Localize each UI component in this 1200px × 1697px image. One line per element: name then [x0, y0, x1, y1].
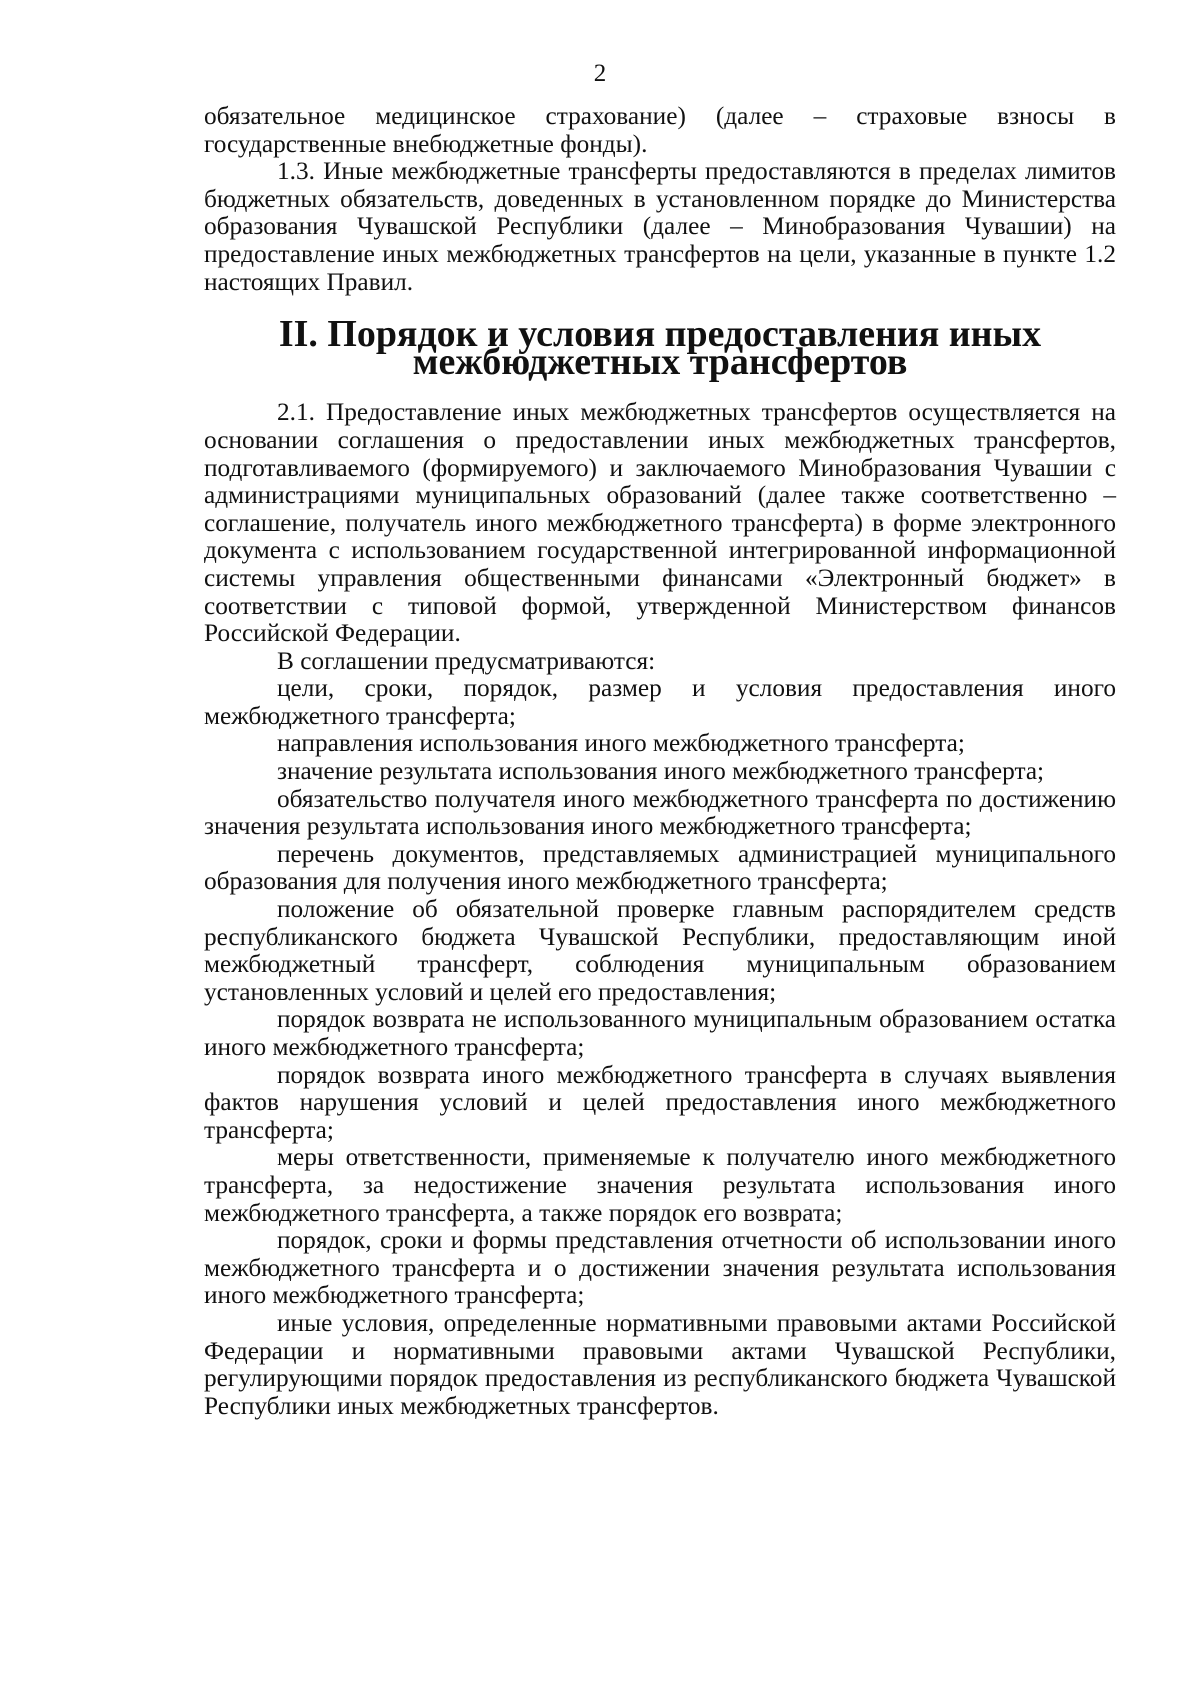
list-item: перечень документов, представляемых администрацией муниципального образования для получения иного межбюджетного трансферта; [204, 839, 1116, 896]
intro-continuation: обязательное медицинское страхование) (далее – страховые взносы в государственные внебюджетные фонды). [204, 102, 1116, 158]
list-item: меры ответственности, применяемые к получателю иного межбюджетного трансферта, за недостижение значения результата использования иного межбюджетного трансферта, а также порядок его возврата; [204, 1143, 1116, 1227]
list-item: порядок, сроки и формы представления отчетности об использовании иного межбюджетного трансферта и о достижении значения результата использования иного межбюджетного трансферта; [204, 1226, 1116, 1310]
page-number: 2 [593, 60, 607, 87]
list-item: иные условия, определенные нормативными правовыми актами Российской Федерации и нормативными правовыми актами Чувашской Республики, регулирующими порядок предоставления из республиканского бюджета Чувашской Республики иных межбюджетных трансфертов. [204, 1308, 1116, 1420]
list-intro: В соглашении предусматриваются: [277, 646, 656, 675]
list-item: значение результата использования иного межбюджетного трансферта; [277, 757, 1045, 786]
list-item: порядок возврата иного межбюджетного трансферта в случаях выявления фактов нарушения условий и целей предоставления иного межбюджетного трансферта; [204, 1060, 1116, 1144]
list-item: порядок возврата не использованного муниципальным образованием остатка иного межбюджетного трансферта; [204, 1005, 1116, 1061]
section-title: II. Порядок и условия предоставления иных межбюджетных трансфертов [278, 313, 1042, 383]
clause-1-3: 1.3. Иные межбюджетные трансферты предоставляются в пределах лимитов бюджетных обязательств, доведенных в установленном порядке до Министерства образования Чувашской Республики (далее – Минобразования Чувашии) на предоставление иных межбюджетных трансфертов на цели, указанные в пункте 1.2 настоящих Правил. [204, 157, 1116, 296]
clause-2-1: 2.1. Предоставление иных межбюджетных трансфертов осуществляется на основании соглашения о предоставлении иных межбюджетных трансфертов, подготавливаемого (формируемого) и заключаемого Минобразования Чувашии с администрациями муниципальных образований (далее также соответственно – соглашение, получатель иного межбюджетного трансферта) в форме электронного документа с использованием государственной интегрированной информационной системы управления общественными финансами «Электронный бюджет» в соответствии с типовой формой, утвержденной Министерством финансов Российской Федерации. [204, 398, 1116, 648]
list-item: направления использования иного межбюджетного трансферта; [277, 729, 965, 758]
list-item: обязательство получателя иного межбюджетного трансферта по достижению значения результата использования иного межбюджетного трансферта; [204, 784, 1116, 841]
document-body [204, 103, 1116, 1420]
list-item: положение об обязательной проверке главным распорядителем средств республиканского бюджета Чувашской Республики, предоставляющим иной межбюджетный трансферт, соблюдения муниципальным образованием установленных условий и целей его предоставления; [204, 895, 1116, 1006]
list-item: цели, сроки, порядок, размер и условия предоставления иного межбюджетного трансферта; [204, 674, 1116, 730]
